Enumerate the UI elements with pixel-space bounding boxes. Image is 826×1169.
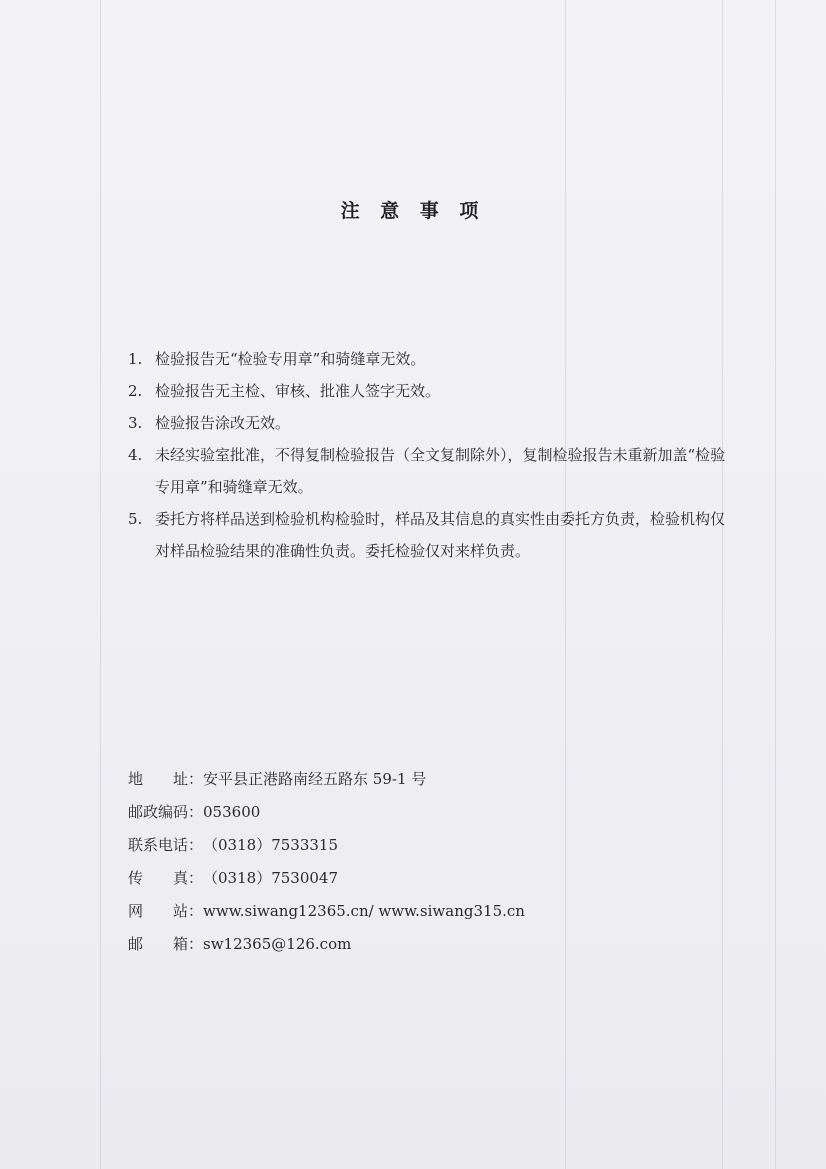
- fax-value: （0318）7530047: [203, 869, 338, 887]
- page-title: 注 意 事 项: [340, 200, 486, 222]
- notice-list: [128, 343, 728, 567]
- phone-row: [128, 829, 688, 862]
- notice-item: [128, 503, 728, 567]
- fax-row: [128, 862, 688, 895]
- notice-item: [128, 407, 728, 439]
- fax-label: 传 真：: [128, 869, 204, 887]
- email-value: sw12365@126.com: [203, 935, 352, 953]
- website-row: [128, 895, 688, 928]
- address-value: 安平县正港路南经五路东 59-1 号: [203, 770, 427, 788]
- website-label: 网 站：: [128, 902, 204, 920]
- postcode-row: [128, 796, 688, 829]
- page-guide-line: [565, 0, 566, 1169]
- notice-text: 未经实验室批准，不得复制检验报告（全文复制除外），复制检验报告未重新加盖“检验专用章”和骑缝章无效。: [155, 446, 726, 496]
- page-guide-line: [775, 0, 776, 1169]
- address-row: [128, 763, 688, 796]
- notice-item: [128, 439, 728, 503]
- phone-value: （0318）7533315: [203, 836, 338, 854]
- notice-number: 2.: [128, 382, 143, 400]
- email-label: 邮 箱：: [128, 935, 204, 953]
- postcode-value: 053600: [203, 803, 261, 821]
- website-value: www.siwang12365.cn/ www.siwang315.cn: [203, 902, 525, 920]
- notice-number: 3.: [128, 414, 143, 432]
- page-guide-line: [100, 0, 101, 1169]
- notice-text: 检验报告无主检、审核、批准人签字无效。: [155, 382, 441, 400]
- page-guide-line: [722, 0, 723, 1169]
- postcode-label: 邮政编码：: [128, 803, 204, 821]
- notice-number: 5.: [128, 510, 143, 528]
- notice-text: 委托方将样品送到检验机构检验时，样品及其信息的真实性由委托方负责，检验机构仅对样品检验结果的准确性负责。委托检验仅对来样负责。: [155, 510, 726, 560]
- address-label: 地 址：: [128, 770, 204, 788]
- notice-number: 4.: [128, 446, 143, 464]
- phone-label: 联系电话：: [128, 836, 204, 854]
- notice-number: 1.: [128, 350, 143, 368]
- notice-item: [128, 375, 728, 407]
- notice-item: [128, 343, 728, 375]
- contact-info: [128, 763, 688, 961]
- email-row: [128, 928, 688, 961]
- notice-text: 检验报告无“检验专用章”和骑缝章无效。: [155, 350, 426, 368]
- notice-text: 检验报告涂改无效。: [155, 414, 291, 432]
